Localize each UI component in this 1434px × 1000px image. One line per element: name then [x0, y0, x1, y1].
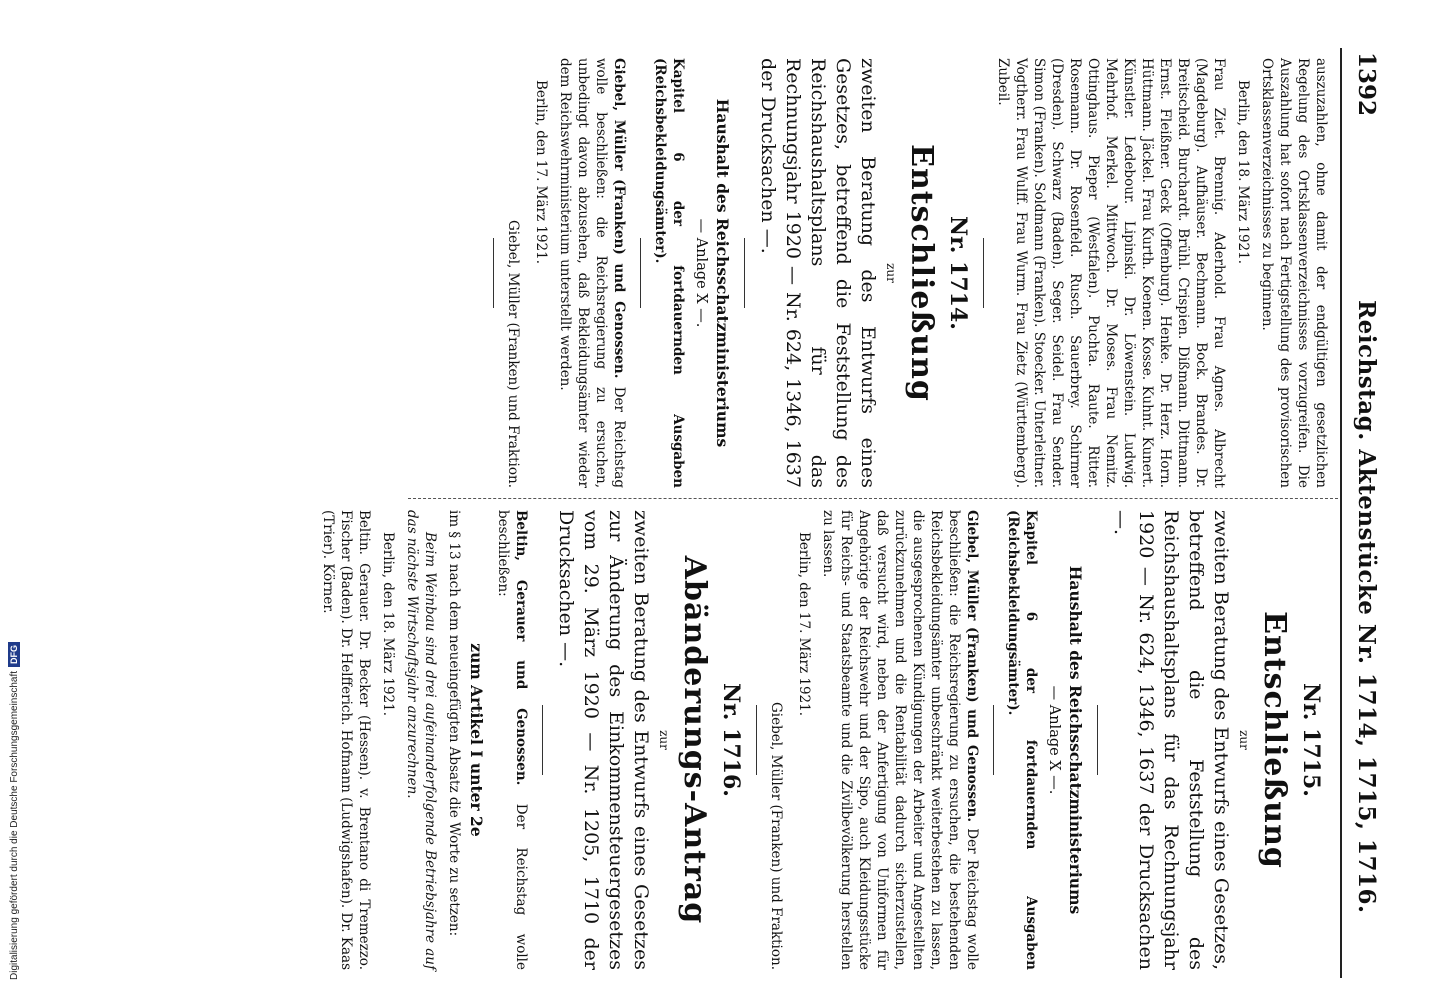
date-line: Berlin, den 18. März 1921.	[1235, 80, 1251, 265]
motion-names: Giebel, Müller (Franken) und Genossen.	[964, 510, 980, 823]
kapitel-heading: Kapitel 6 der fortdauernden Ausgaben (Reichsbekleidungsämter).	[1005, 510, 1039, 970]
signatory-list: Beltin. Gerauer. Dr. Becker (Hessen). v. Brentano di Tremezzo. Fischer (Baden). Dr. Helfferich. Hofmann (Ludwigshafen). Dr. Kaas (Trier). Körner.	[320, 510, 372, 970]
signatory-list: Frau Ziet. Brennig. Aderhold. Frau Agnes. Albrecht (Magdeburg). Aufhäuser. Bechmann. Bock. Brandes. Dr. Breitscheid. Burchardt. Brühl. Crispien. Dißmann. Dittmann. Ernst. Fleißner. Geck (Offenburg). Henke. Dr. Herz. Horn. Hüttmann. Jäckel. Frau Kurth. Koenen. Kosse. Kuhnt. Kunert. Künstler. Ledebour. Lipinski. Dr. Löwenstein. Ludwig. Mehrhof. Merkel. Mittwoch. Dr. Moses. Frau Nemitz. Ottinghaus. Pieper (Westfalen). Puchta. Raute. Ritter. Rosemann. Dr. Rosenfeld. Rusch. Sauerbrey. Schirmer (Dresden). Schwarz (Baden). Seger. Seidel. Frau Sender. Simon (Franken). Soldmann (Franken). Stoecker. Unterleitner. Vogtherr. Frau Wulff. Frau Wurm. Frau Zietz (Württemberg). Zubeil.	[995, 58, 1227, 488]
kapitel-heading: Kapitel 6 der fortdauernden Ausgaben (Reichsbekleidungsämter).	[652, 58, 686, 488]
document-type: Entschließung	[1257, 611, 1292, 869]
haushalt-heading: Haushalt des Reichsschatzministeriums	[1066, 565, 1085, 915]
artikel-text: im § 13 nach dem neueingefügten Absatz die Worte zu setzen:	[446, 510, 462, 937]
digitization-footer	[0, 0, 30, 1000]
date-line: Berlin, den 17. März 1921.	[796, 532, 812, 717]
page-title: Reichstag. Aktenstücke Nr. 1714, 1715, 1716.	[1353, 300, 1380, 914]
document-number: Nr. 1714.	[945, 216, 971, 330]
quoted-text: Beim Weinbau sind drei aufeinanderfolgende Betriebsjahre auf das nächste Wirtschaftsjahr anzurechnen.	[404, 510, 438, 970]
separator	[756, 705, 757, 775]
separator	[993, 705, 994, 775]
document-number: Nr. 1715.	[1298, 683, 1324, 797]
motion-text: Der Reichstag wolle beschließen: die Reichsregierung zu ersuchen, unbedingt davon abzusehen, daß Bekleidungsämter wieder dem Reichswehrministerium unterstellt werden.	[557, 58, 627, 488]
lead-paragraph: zweiten Beratung des Entwurfs eines Gesetzes, betreffend die Feststellung des Reichshaushaltsplans für das Rechnungsjahr 1920 — Nr. 624, 1346, 1637 der Drucksachen —.	[757, 58, 879, 488]
zur-label: zur	[884, 263, 898, 283]
separator	[983, 238, 984, 308]
separator	[640, 238, 641, 308]
lead-paragraph: zweiten Beratung des Entwurfs eines Gesetzes, betreffend die Feststellung des Reichshaushaltsplans für das Rechnungsjahr 1920 — Nr. 624, 1346, 1637 der Drucksachen —.	[1110, 510, 1232, 970]
signature-line: Giebel, Müller (Franken) und Fraktion.	[505, 220, 521, 488]
motion-names: Giebel, Müller (Franken) und Genossen.	[611, 58, 627, 379]
motion-text: Der Reichstag wolle beschließen: die Reichsregierung zu ersuchen, die bestehenden Reichsbekleidungsämter unbeschränkt weiterbestehen zu lassen, die ausgesprochenen Kündigungen der Arbeiter und Angestellten zurückzunehmen und die Rentabilität dadurch sicherzustellen, daß versucht wird, neben der Anfertigung von Uniformen für Angehörige der Reichswehr und der Sipo, auch Kleidungsstücke für Reichs- und Staatsbeamte und die Zivilbevölkerung herstellen zu lassen.	[820, 510, 980, 970]
right-column	[313, 510, 1330, 970]
zur-label: zur	[657, 730, 671, 750]
separator	[744, 238, 745, 308]
document-type: Abänderungs-Antrag	[677, 555, 712, 925]
separator	[493, 238, 494, 308]
page-number: 1392	[1353, 52, 1380, 117]
signature-line: Giebel, Müller (Franken) und Fraktion.	[768, 702, 784, 970]
document-type: Entschließung	[904, 144, 939, 402]
document-number: Nr. 1716.	[718, 683, 744, 797]
footer-text: Digitalisierung gefördert durch die Deutsche Forschungsgemeinschaft	[9, 670, 20, 980]
haushalt-heading: Haushalt des Reichsschatzministeriums	[713, 98, 732, 448]
motion-names: Beltin, Gerauer und Genossen.	[513, 510, 529, 786]
anlage-label: — Anlage X —.	[1046, 685, 1062, 795]
page-header	[1340, 0, 1380, 1000]
intro-paragraph: auszuzahlen, ohne damit der endgültigen gesetzlichen Regelung des Ortsklassenverzeichnisses vorzugreifen. Die Auszahlung hat sofort nach Fertigstellung des provisorischen Ortsklassenverzeichnisses zu beginnen.	[1259, 58, 1329, 488]
date-line: Berlin, den 17. März 1921.	[533, 80, 549, 265]
lead-paragraph: zweiten Beratung des Entwurfs eines Gesetzes zur Änderung des Einkommensteuergesetzes vom 29. März 1920 — Nr. 1205, 1710 der Drucksachen —.	[555, 510, 652, 970]
zur-label: zur	[1237, 730, 1251, 750]
header-rule	[1340, 48, 1342, 978]
artikel-heading: zum Artikel I unter 2e	[467, 643, 486, 837]
column-divider	[408, 498, 1338, 500]
date-line: Berlin, den 18. März 1921.	[380, 532, 396, 717]
separator	[542, 705, 543, 775]
anlage-label: — Anlage X —.	[693, 218, 709, 328]
dfg-logo: DFG	[8, 642, 20, 667]
motion-text: Der Reichstag wolle beschließen:	[495, 510, 529, 970]
left-column	[481, 58, 1330, 488]
separator	[1097, 705, 1098, 775]
